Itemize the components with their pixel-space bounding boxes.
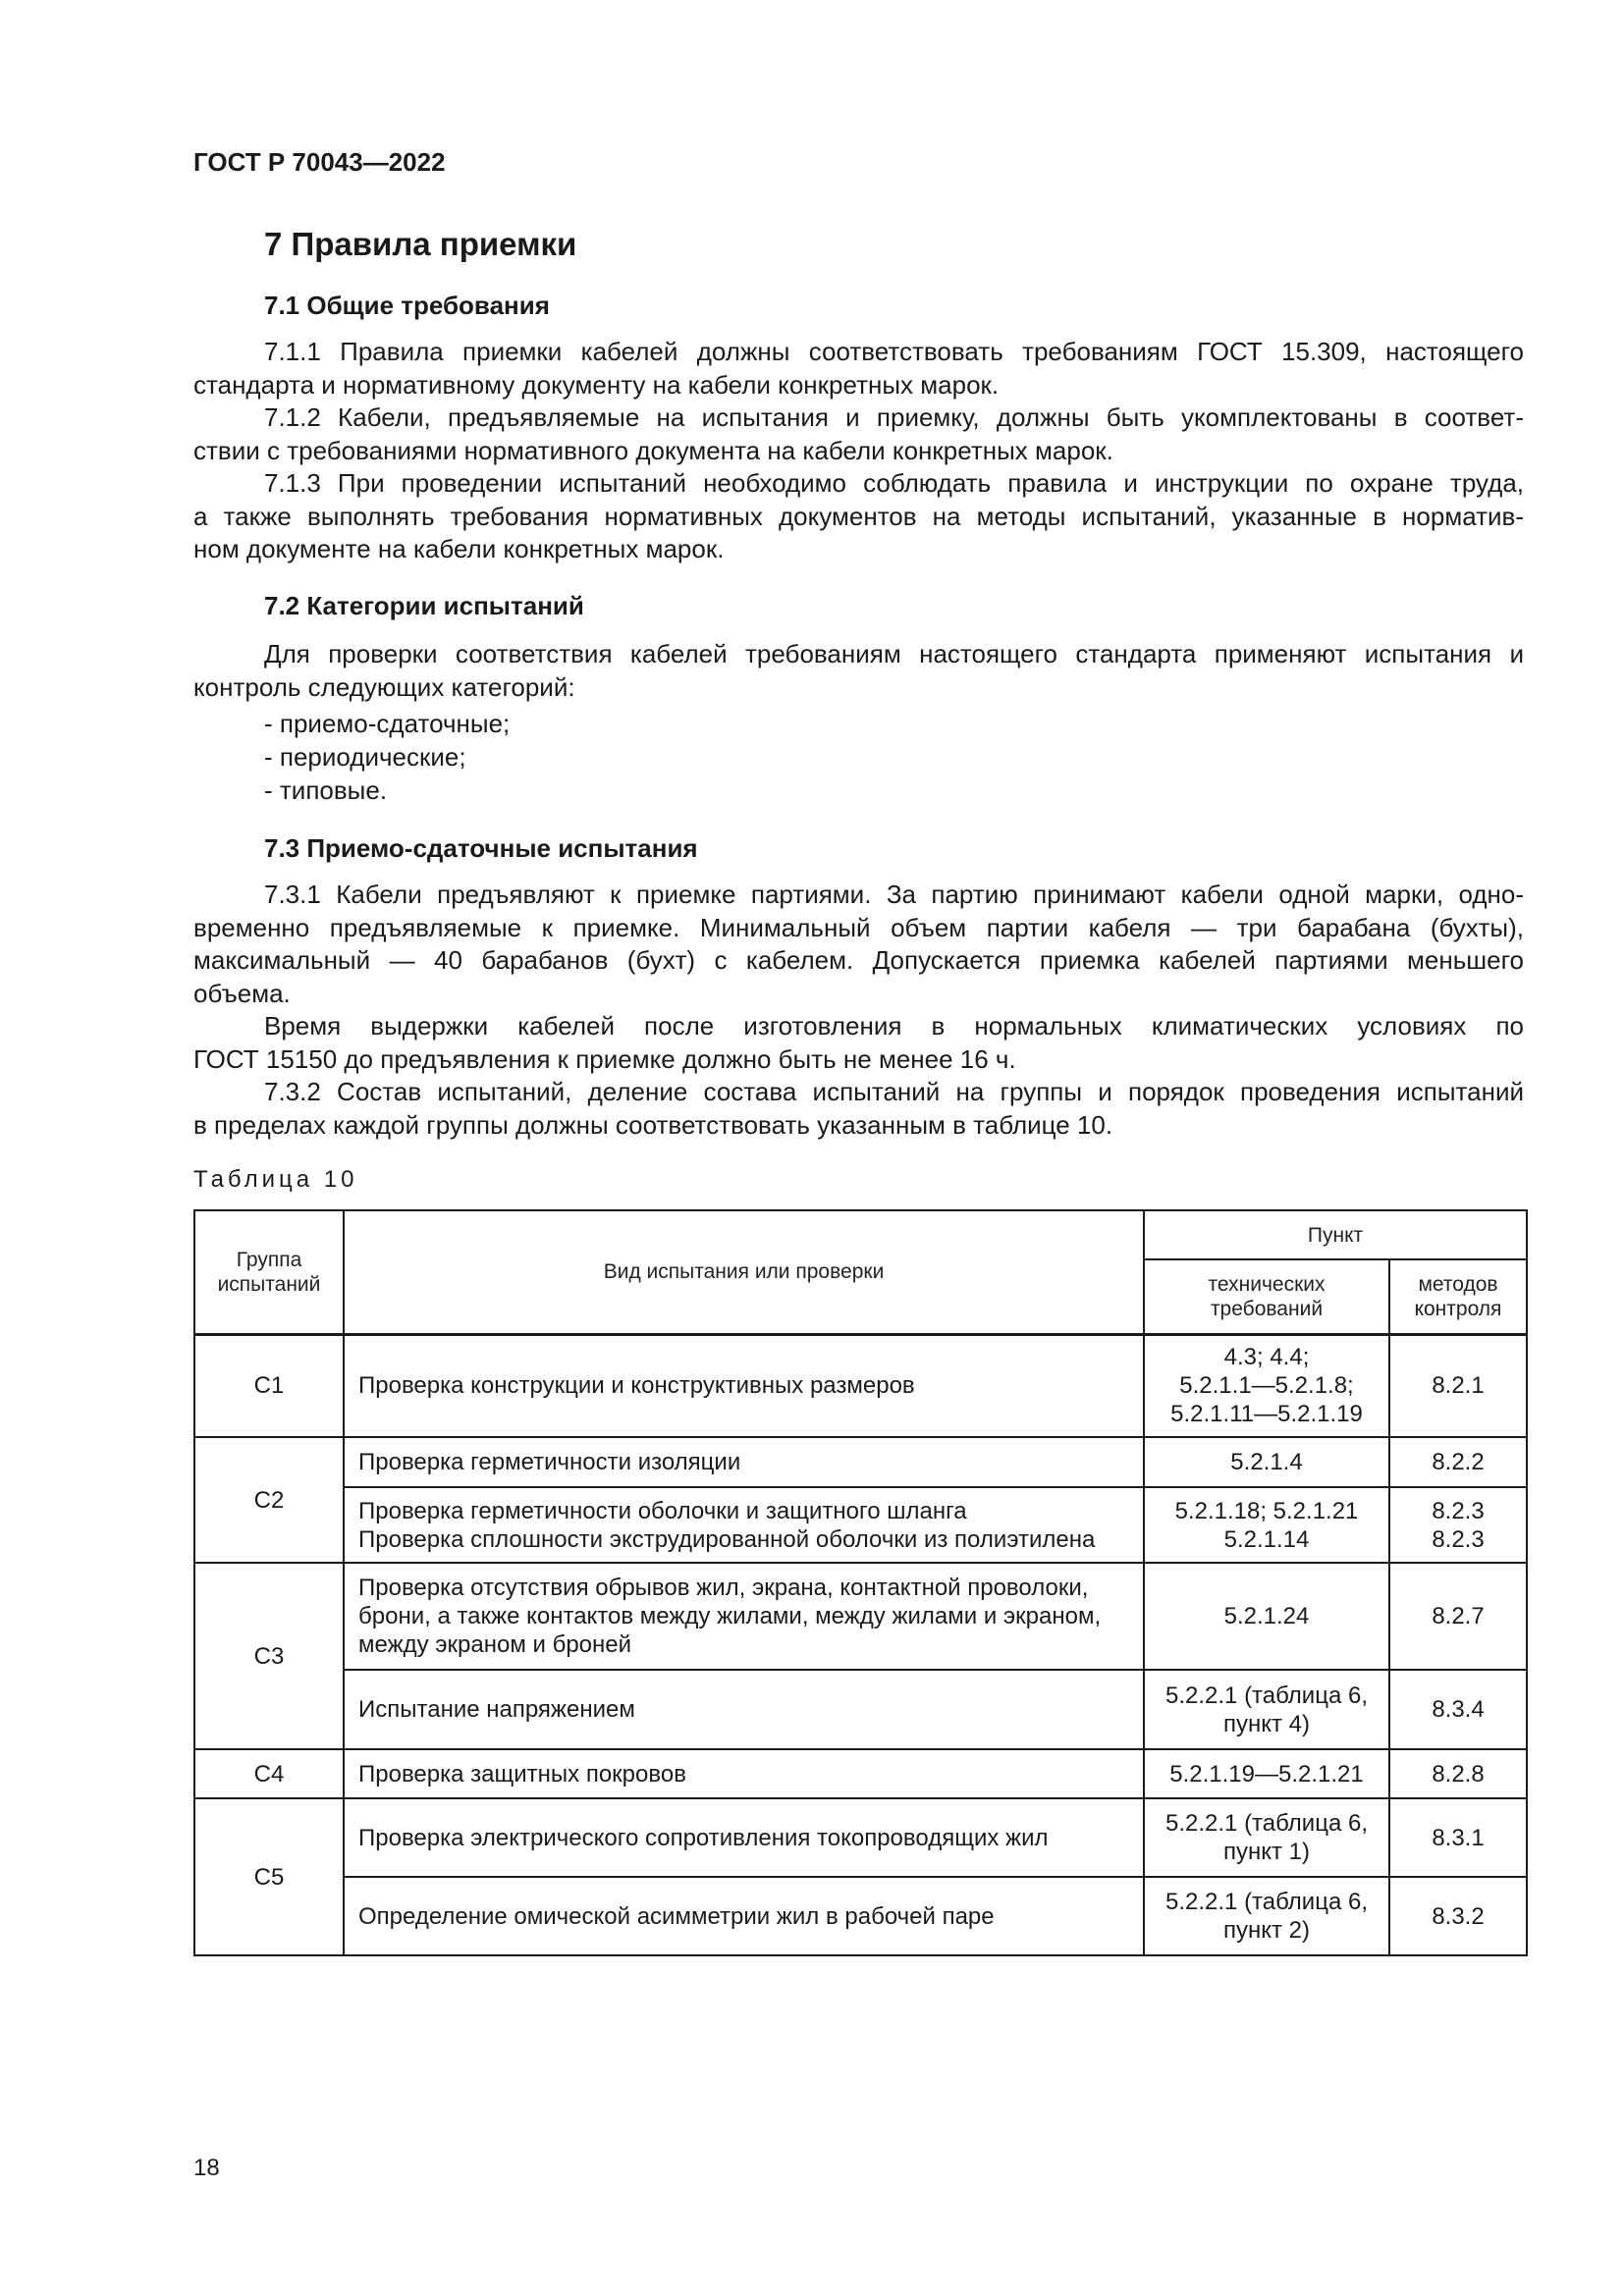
table-row	[194, 1670, 1527, 1749]
cell-group: С3	[194, 1563, 344, 1749]
paragraph-7-3-2	[193, 1076, 1524, 1142]
test-categories-list	[264, 707, 510, 807]
cell-kind	[344, 1487, 1144, 1563]
cell-line: Проверка герметичности оболочки и защитного шланга	[358, 1497, 967, 1524]
cell-line: Определение омической асимметрии жил в рабочей паре	[358, 1902, 995, 1930]
text-line: в пределах каждой группы должны соответствовать указанным в таблице 10.	[193, 1109, 1113, 1140]
cell-kind	[344, 1670, 1144, 1749]
header-line: технических	[1208, 1272, 1326, 1296]
text-line: ном документе на кабели конкретных марок.	[193, 534, 725, 563]
cell-line: Испытание напряжением	[358, 1696, 635, 1723]
cell-line: 5.2.1.19—5.2.1.21	[1169, 1760, 1364, 1788]
text-line: 7.1.1 Правила приемки кабелей должны соответствовать требованиям ГОСТ 15.309, настоящего	[264, 337, 1524, 366]
cell-line: 5.2.2.1 (таблица 6,	[1165, 1682, 1368, 1709]
cell-tech	[1144, 1798, 1389, 1877]
header-line: методов	[1418, 1272, 1498, 1296]
text-line: контроль следующих категорий:	[193, 671, 575, 702]
paragraph-7-3-1	[193, 879, 1524, 1010]
text-line: временно предъявляемые к приемке. Минимальный объем партии кабеля — три барабана (бухты),	[193, 912, 1524, 942]
cell-line: Проверка отсутствия обрывов жил, экрана, контактной проволоки,	[358, 1575, 1089, 1601]
cell-methods	[1389, 1437, 1527, 1487]
paragraph-7-1-2	[193, 401, 1524, 467]
text-line: 7.1.3 При проведении испытаний необходимо соблюдать правила и инструкции по охране труда,	[264, 468, 1524, 498]
cell-methods	[1389, 1487, 1527, 1563]
cell-line: 8.2.7	[1432, 1603, 1485, 1629]
cell-line: пункт 1)	[1222, 1839, 1311, 1865]
cell-line: 8.2.2	[1432, 1449, 1485, 1475]
list-item: - типовые.	[264, 774, 510, 807]
text-line: 7.3.2 Состав испытаний, деление состава испытаний на группы и порядок проведения испытаний	[264, 1077, 1524, 1106]
paragraph-holding-time	[193, 1010, 1524, 1076]
cell-line: 8.2.8	[1432, 1760, 1485, 1788]
table-row	[194, 1877, 1527, 1955]
cell-line: 5.2.1.11—5.2.1.19	[1170, 1401, 1363, 1428]
cell-line: пункт 4)	[1222, 1710, 1311, 1737]
cell-line: 8.3.2	[1432, 1902, 1485, 1930]
cell-kind	[344, 1798, 1144, 1877]
cell-line: 8.2.1	[1432, 1372, 1485, 1400]
header-tech	[1144, 1259, 1389, 1334]
cell-line: 5.2.1.1—5.2.1.8;	[1179, 1372, 1354, 1400]
text-line: Время выдержки кабелей после изготовления в нормальных климатических условиях по	[264, 1011, 1524, 1041]
header-kind: Вид испытания или проверки	[344, 1210, 1144, 1334]
cell-group: С4	[194, 1749, 344, 1798]
cell-group: С5	[194, 1798, 344, 1955]
cell-line: 5.2.2.1 (таблица 6,	[1165, 1810, 1368, 1837]
cell-line: брони, а также контактов между жилами, между жилами и экраном,	[358, 1603, 1102, 1629]
cell-line: Проверка конструкции и конструктивных размеров	[358, 1372, 915, 1400]
text-line: 7.1.2 Кабели, предъявляемые на испытания и приемку, должны быть укомплектованы в соответ-	[264, 402, 1524, 432]
table-row	[194, 1563, 1527, 1670]
section-title: 7 Правила приемки	[264, 226, 577, 262]
document-code: ГОСТ Р 70043—2022	[193, 147, 446, 177]
cell-line: 8.2.3	[1432, 1497, 1485, 1524]
cell-kind	[344, 1749, 1144, 1798]
cell-methods	[1389, 1563, 1527, 1670]
page-number: 18	[193, 2155, 220, 2181]
cell-kind	[344, 1877, 1144, 1955]
cell-methods	[1389, 1877, 1527, 1955]
text-line: ГОСТ 15150 до предъявления к приемке должно быть не менее 16 ч.	[193, 1043, 1016, 1074]
table-10	[193, 1209, 1528, 1956]
cell-methods	[1389, 1334, 1527, 1437]
cell-group: С1	[194, 1334, 344, 1437]
table-row	[194, 1798, 1527, 1877]
cell-line: 8.2.3	[1432, 1525, 1485, 1553]
cell-line: 5.2.1.24	[1223, 1603, 1310, 1629]
subsection-7-1-title: 7.1 Общие требования	[264, 291, 550, 320]
text-line: стандарта и нормативному документу на кабели конкретных марок.	[193, 369, 1000, 400]
cell-kind	[344, 1563, 1144, 1670]
table-row	[194, 1487, 1527, 1563]
cell-tech	[1144, 1877, 1389, 1955]
header-methods	[1389, 1259, 1527, 1334]
list-item: - периодические;	[264, 740, 510, 774]
cell-tech	[1144, 1670, 1389, 1749]
table-row	[194, 1749, 1527, 1798]
cell-line: 5.2.1.4	[1230, 1449, 1303, 1475]
cell-line: Проверка сплошности экструдированной оболочки из полиэтилена	[358, 1525, 1096, 1553]
subsection-7-3-title: 7.3 Приемо-сдаточные испытания	[264, 833, 698, 863]
paragraph-7-2	[193, 638, 1524, 704]
cell-kind	[344, 1334, 1144, 1437]
table-caption: Таблица 10	[193, 1166, 358, 1193]
cell-tech	[1144, 1334, 1389, 1437]
cell-tech	[1144, 1563, 1389, 1670]
cell-methods	[1389, 1749, 1527, 1798]
header-group	[194, 1210, 344, 1334]
cell-line: 5.2.2.1 (таблица 6,	[1165, 1889, 1368, 1915]
text-line: 7.3.1 Кабели предъявляют к приемке партиями. За партию принимают кабели одной марки, одно-	[264, 880, 1524, 909]
cell-line: 8.3.4	[1432, 1696, 1485, 1723]
header-line: Группа	[236, 1248, 302, 1271]
text-line: объема.	[193, 978, 291, 1008]
header-line: контроля	[1414, 1297, 1502, 1320]
cell-methods	[1389, 1798, 1527, 1877]
paragraph-7-1-3	[193, 467, 1524, 566]
cell-group: С2	[194, 1437, 344, 1563]
text-line: ствии с требованиями нормативного документа на кабели конкретных марок.	[193, 435, 1113, 465]
header-point: Пункт	[1144, 1210, 1527, 1259]
cell-tech	[1144, 1749, 1389, 1798]
cell-line: 5.2.1.14	[1223, 1525, 1310, 1553]
subsection-7-2-title: 7.2 Категории испытаний	[264, 591, 584, 620]
cell-line: 5.2.1.18; 5.2.1.21	[1174, 1497, 1359, 1524]
cell-tech	[1144, 1437, 1389, 1487]
text-line: максимальный — 40 барабанов (бухт) с кабелем. Допускается приемка кабелей партиями меньшего	[193, 945, 1524, 975]
cell-line: пункт 2)	[1222, 1917, 1311, 1944]
cell-tech	[1144, 1487, 1389, 1563]
cell-line: Проверка герметичности изоляции	[358, 1449, 741, 1475]
table-row	[194, 1437, 1527, 1487]
list-item: - приемо-сдаточные;	[264, 707, 510, 740]
cell-line: Проверка электрического сопротивления токопроводящих жил	[358, 1824, 1049, 1851]
table-row	[194, 1334, 1527, 1437]
cell-kind	[344, 1437, 1144, 1487]
cell-line: Проверка защитных покровов	[358, 1760, 686, 1788]
header-line: испытаний	[217, 1272, 321, 1296]
cell-methods	[1389, 1670, 1527, 1749]
cell-line: 8.3.1	[1432, 1824, 1485, 1851]
cell-line: между экраном и броней	[358, 1631, 632, 1658]
paragraph-7-1-1	[193, 336, 1524, 401]
text-line: а также выполнять требования нормативных документов на методы испытаний, указанные в норматив-	[193, 501, 1524, 531]
cell-line: 4.3; 4.4;	[1223, 1344, 1310, 1371]
header-line: требований	[1210, 1297, 1324, 1320]
text-line: Для проверки соответствия кабелей требованиям настоящего стандарта применяют испытания и	[264, 639, 1524, 668]
